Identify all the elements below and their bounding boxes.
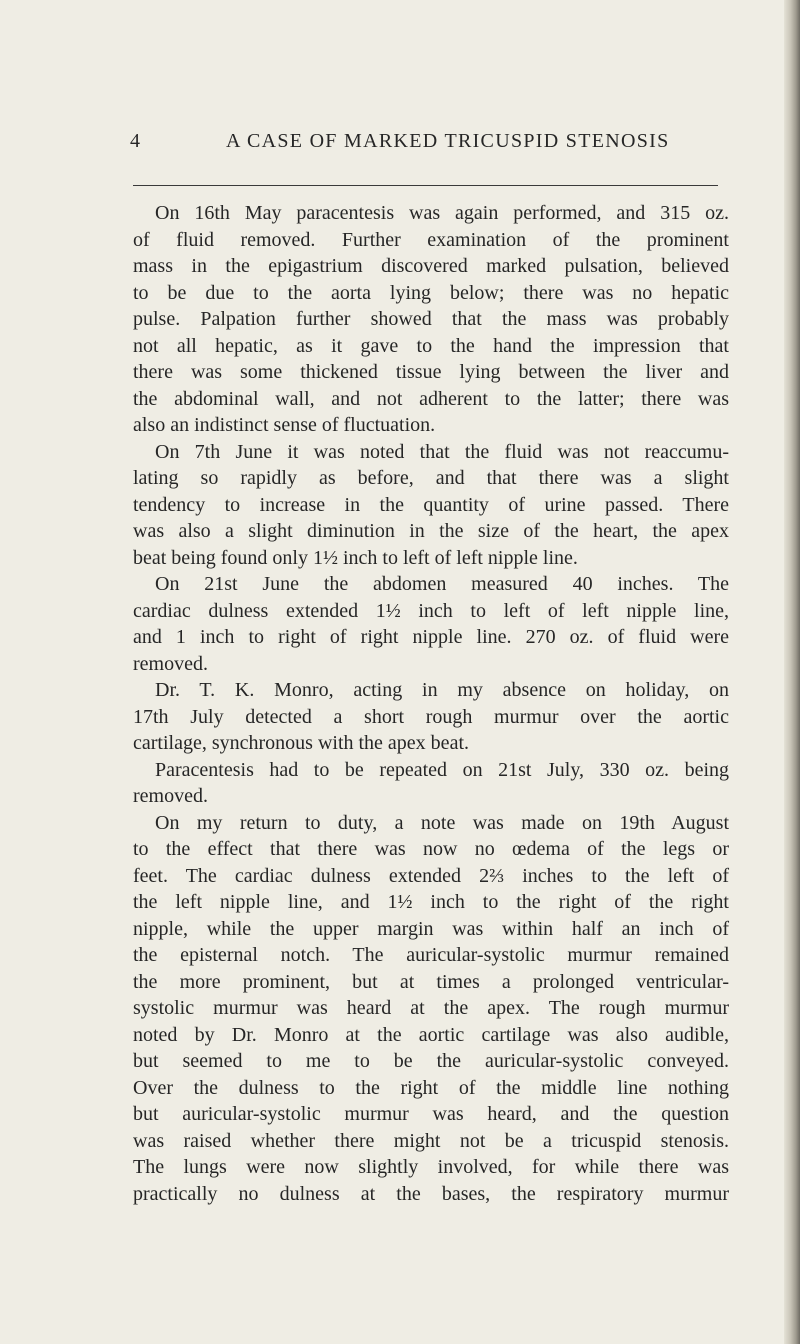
text-line: to the effect that there was now no œdema of the legs or	[133, 838, 729, 860]
text-line: Dr. T. K. Monro, acting in my absence on holiday, on	[155, 679, 729, 701]
text-line: 17th July detected a short rough murmur over the aortic	[133, 705, 729, 728]
text-line: to be due to the aorta lying below; there was no hepatic	[133, 281, 729, 304]
text-line: On 21st June the abdomen measured 40 inches. The	[155, 573, 729, 595]
text-line: but auricular-systolic murmur was heard, and the question	[133, 1103, 729, 1125]
text-line: cardiac dulness extended 1½ inch to left of left nipple line,	[133, 599, 729, 622]
text-line: practically no dulness at the bases, the respiratory murmur	[133, 1182, 729, 1205]
text-line: removed.	[133, 785, 208, 807]
text-line: the more prominent, but at times a prolonged ventricular-	[133, 970, 729, 993]
text-line: also an indistinct sense of fluctuation.	[133, 414, 436, 436]
text-line: removed.	[133, 652, 208, 675]
text-line: and 1 inch to right of right nipple line. 270 oz. of fluid were	[133, 626, 729, 648]
text-line: nipple, while the upper margin was within half an inch of	[133, 917, 729, 940]
text-line: of fluid removed. Further examination of the prominent	[133, 228, 729, 251]
running-head	[130, 130, 720, 156]
text-line: On my return to duty, a note was made on 19th August	[155, 811, 729, 834]
text-line: The lungs were now slightly involved, for while there was	[133, 1156, 729, 1178]
text-line: pulse. Palpation further showed that the mass was probably	[133, 308, 729, 330]
text-line: tendency to increase in the quantity of urine passed. There	[133, 493, 729, 516]
page-edge-shadow	[784, 0, 800, 1344]
text-line: lating so rapidly as before, and that there was a slight	[133, 467, 729, 489]
text-line: noted by Dr. Monro at the aortic cartilage was also audible,	[133, 1023, 729, 1046]
text-line: the episternal notch. The auricular-systolic murmur remained	[133, 944, 729, 966]
text-line: Over the dulness to the right of the middle line nothing	[133, 1076, 729, 1099]
text-line: On 7th June it was noted that the fluid was not reaccumu-	[155, 440, 729, 463]
text-line: feet. The cardiac dulness extended 2⅔ inches to the left of	[133, 864, 729, 887]
text-line: the left nipple line, and 1½ inch to the right of the right	[133, 891, 729, 913]
text-line: mass in the epigastrium discovered marked pulsation, believed	[133, 255, 729, 277]
text-line: not all hepatic, as it gave to the hand the impression that	[133, 334, 729, 357]
text-line: was raised whether there might not be a tricuspid stenosis.	[133, 1129, 729, 1152]
text-line: the abdominal wall, and not adherent to the latter; there was	[133, 387, 729, 410]
text-line: beat being found only 1½ inch to left of left nipple line.	[133, 546, 578, 569]
header-rule	[133, 185, 718, 186]
text-line: was also a slight diminution in the size of the heart, the apex	[133, 520, 729, 542]
text-line: Paracentesis had to be repeated on 21st July, 330 oz. being	[155, 758, 729, 781]
text-line: but seemed to me to be the auricular-systolic conveyed.	[133, 1050, 729, 1072]
text-line: On 16th May paracentesis was again performed, and 315 oz.	[155, 202, 729, 224]
running-title: A CASE OF MARKED TRICUSPID STENOSIS	[226, 130, 670, 152]
text-line: systolic murmur was heard at the apex. The rough murmur	[133, 997, 729, 1019]
body-text	[133, 200, 729, 1207]
text-line: cartilage, synchronous with the apex beat.	[133, 732, 469, 754]
page-number: 4	[130, 130, 141, 152]
text-line: there was some thickened tissue lying between the liver and	[133, 361, 729, 383]
